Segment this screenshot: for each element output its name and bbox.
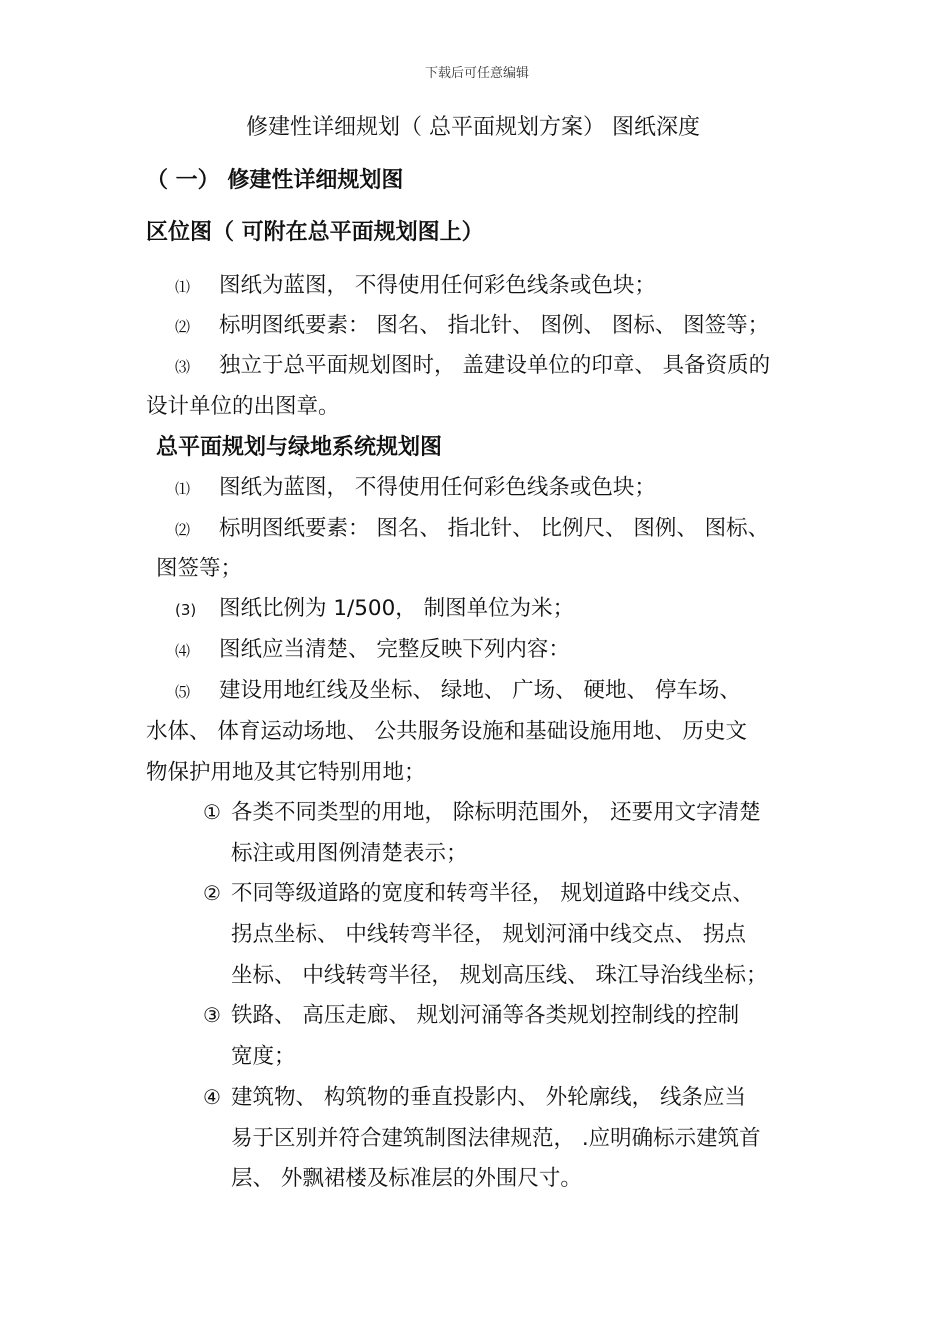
sub-item (203, 1087, 746, 1109)
item-number: ⑶ (175, 358, 191, 376)
sub-item-number: ③ (203, 1003, 221, 1027)
sub-item-text: 铁路、 高压走廊、 规划河涌等各类规划控制线的控制 (231, 1003, 740, 1028)
sub-item (203, 1005, 739, 1027)
sub-item-text: 不同等级道路的宽度和转弯半径， 规划道路中线交点、 (231, 881, 754, 906)
item-number: ⑴ (175, 480, 191, 498)
subsection-heading-location: 区位图（ 可附在总平面规划图上） (146, 220, 484, 245)
page-header: 下载后可任意编辑 (425, 66, 530, 81)
sub-item-number: ④ (203, 1085, 221, 1109)
list-item (175, 315, 769, 337)
list-item (175, 275, 656, 297)
list-item (175, 355, 770, 377)
item-text: 图纸比例为 1/500， 制图单位为米； (219, 596, 575, 621)
sub-item-continuation: 拐点坐标、 中线转弯半径， 规划河涌中线交点、 拐点 (231, 922, 747, 947)
sub-item-continuation: 标注或用图例清楚表示； (231, 841, 468, 866)
section-heading-1: （ 一） 修建性详细规划图 (146, 168, 404, 193)
document-title: 修建性详细规划（ 总平面规划方案） 图纸深度 (246, 115, 700, 140)
item-text: 图纸为蓝图， 不得使用任何彩色线条或色块； (219, 273, 656, 298)
item-number: ⑴ (175, 278, 191, 296)
sub-item-text: 建筑物、 构筑物的垂直投影内、 外轮廓线， 线条应当 (231, 1085, 747, 1110)
list-item-continuation: 水体、 体育运动场地、 公共服务设施和基础设施用地、 历史文 (146, 719, 748, 744)
item-text: 标明图纸要素： 图名、 指北针、 图例、 图标、 图签等； (219, 313, 770, 338)
list-item-continuation: 图签等； (156, 556, 243, 581)
sub-item-continuation: 坐标、 中线转弯半径， 规划高压线、 珠江导治线坐标； (231, 963, 768, 988)
item-number: ⑵ (175, 521, 191, 539)
item-number: ⑸ (175, 683, 191, 701)
sub-item-continuation: 层、 外飘裙楼及标准层的外围尺寸。 (231, 1166, 582, 1191)
list-item (175, 598, 574, 620)
sub-item-number: ② (203, 881, 221, 905)
sub-item-continuation: 易于区别并符合建筑制图法律规范， .应明确标示建筑首 (231, 1126, 761, 1151)
sub-item-continuation: 宽度； (231, 1044, 296, 1069)
item-number: ⑵ (175, 318, 191, 336)
subsection-heading-master-plan: 总平面规划与绿地系统规划图 (156, 435, 443, 460)
item-text: 标明图纸要素： 图名、 指北针、 比例尺、 图例、 图标、 (219, 516, 770, 541)
item-text: 图纸应当清楚、 完整反映下列内容： (219, 637, 570, 662)
item-text: 独立于总平面规划图时， 盖建设单位的印章、 具备资质的 (219, 353, 771, 378)
list-item (175, 518, 769, 540)
list-item-continuation: 设计单位的出图章。 (146, 394, 340, 419)
item-number: (3) (175, 601, 197, 619)
sub-item (203, 802, 761, 824)
item-number: ⑷ (175, 642, 191, 660)
list-item (175, 477, 656, 499)
item-text: 图纸为蓝图， 不得使用任何彩色线条或色块； (219, 475, 656, 500)
list-item (175, 639, 570, 661)
sub-item (203, 883, 754, 905)
list-item-continuation: 物保护用地及其它特别用地； (146, 760, 426, 785)
item-text: 建设用地红线及坐标、 绿地、 广场、 硬地、 停车场、 (219, 678, 741, 703)
sub-item-text: 各类不同类型的用地， 除标明范围外， 还要用文字清楚 (231, 800, 761, 825)
sub-item-number: ① (203, 800, 221, 824)
list-item (175, 680, 741, 702)
